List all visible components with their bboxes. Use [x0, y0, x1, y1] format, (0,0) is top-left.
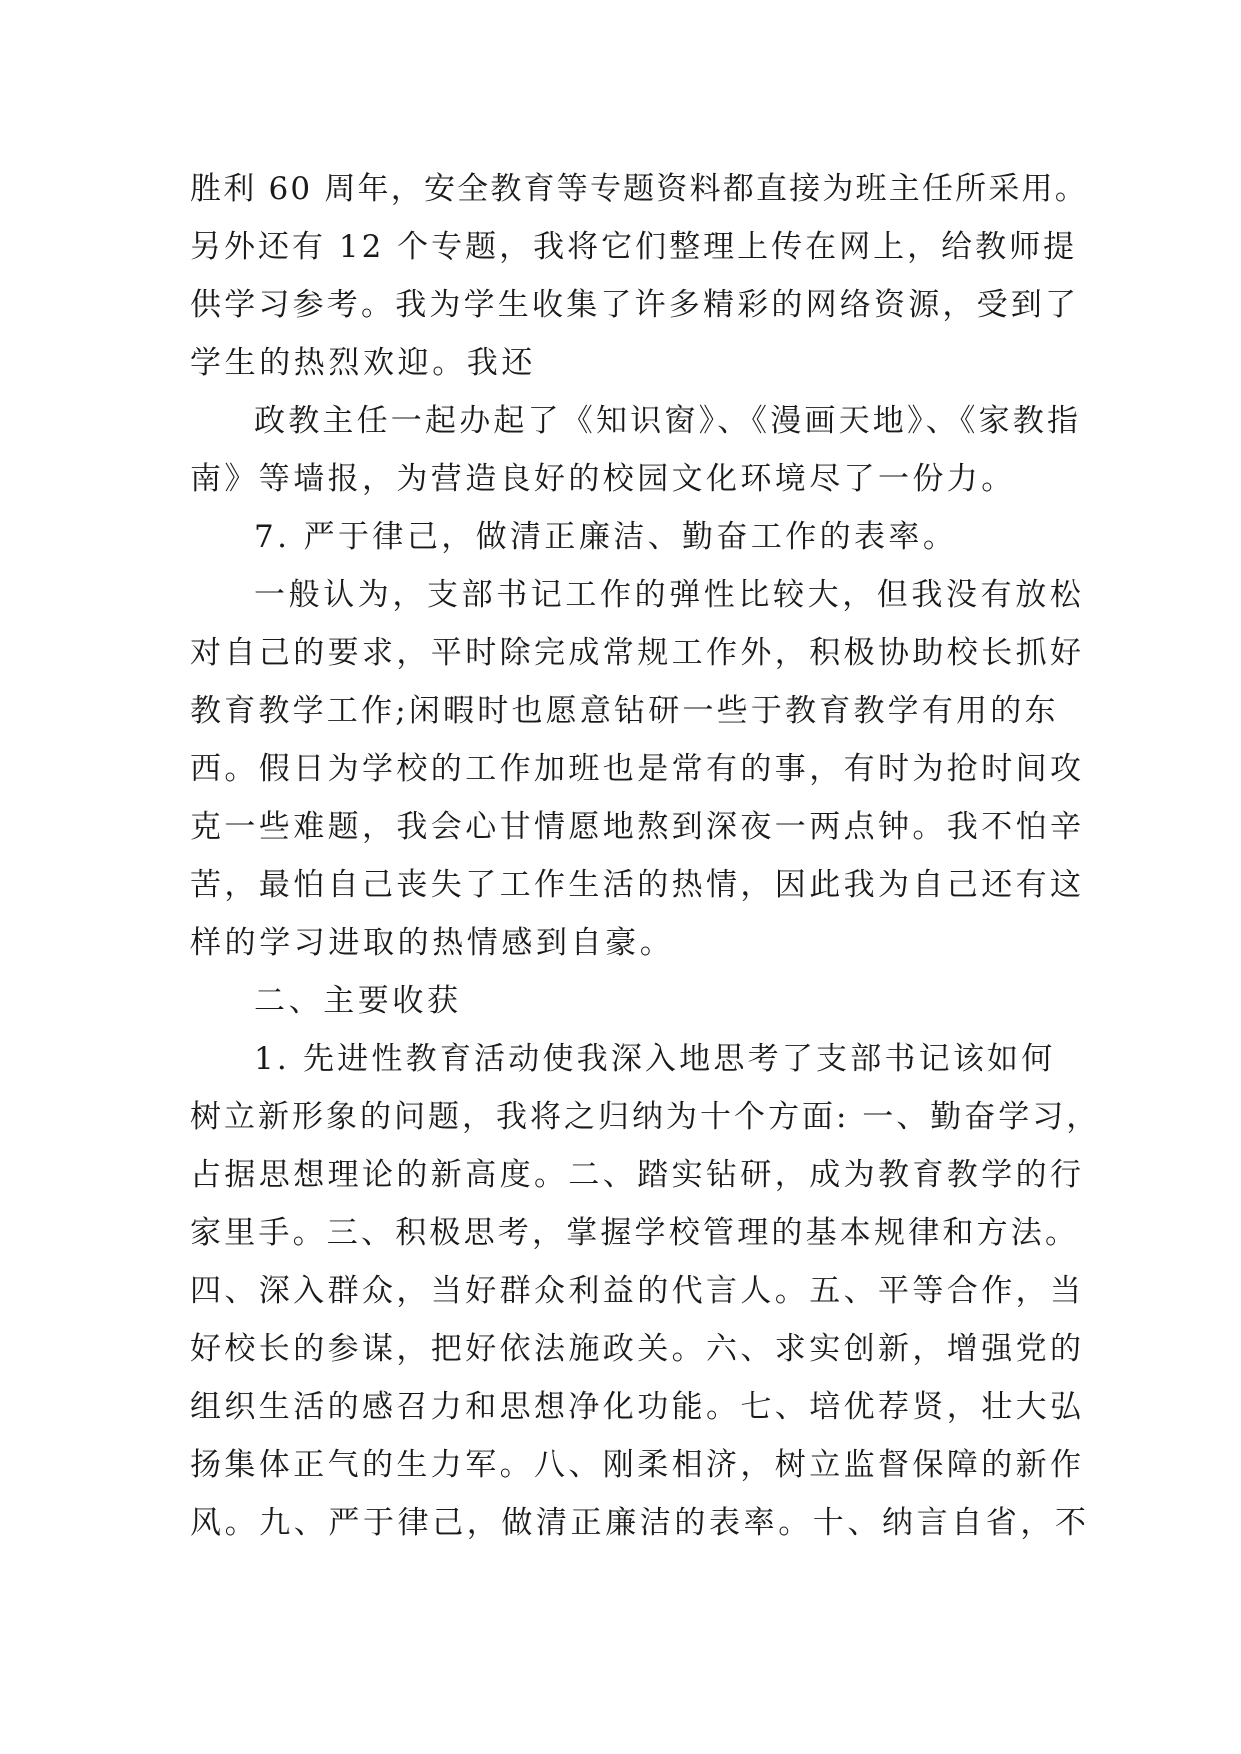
text-line: 风。九、严于律己，做清正廉洁的表率。十、纳言自省，不	[190, 1505, 1090, 1541]
text-line: 南》等墙报，为营造良好的校园文化环境尽了一份力。	[190, 461, 1016, 497]
text-line: 另外还有 12 个专题，我将它们整理上传在网上，给教师提	[190, 229, 1078, 265]
paragraph-first-line: 1. 先进性教育活动使我深入地思考了支部书记该如何	[254, 1041, 1056, 1077]
text-line: 克一些难题，我会心甘情愿地熬到深夜一两点钟。我不怕辛	[190, 809, 1085, 845]
text-line: 学生的热烈欢迎。我还	[190, 345, 536, 381]
text-line: 西。假日为学校的工作加班也是常有的事，有时为抢时间攻	[190, 751, 1085, 787]
text-line: 教育教学工作;闲暇时也愿意钻研一些于教育教学有用的东	[190, 693, 1059, 729]
text-line: 好校长的参谋，把好依法施政关。六、求实创新，增强党的	[190, 1331, 1085, 1367]
text-line: 苦，最怕自己丧失了工作生活的热情，因此我为自己还有这	[190, 867, 1085, 903]
paragraph-first-line: 一般认为，支部书记工作的弹性比较大，但我没有放松	[254, 577, 1085, 613]
text-line: 树立新形象的问题，我将之归纳为十个方面: 一、勤奋学习，	[190, 1099, 1101, 1135]
section-heading: 二、主要收获	[254, 983, 462, 1019]
text-line: 占据思想理论的新高度。二、踏实钻研，成为教育教学的行	[190, 1157, 1085, 1193]
text-line: 扬集体正气的生力军。八、刚柔相济，树立监督保障的新作	[190, 1447, 1085, 1483]
body-text	[190, 160, 1101, 1552]
text-line: 对自己的要求，平时除完成常规工作外，积极协助校长抓好	[190, 635, 1085, 671]
text-line: 组织生活的感召力和思想净化功能。七、培优荐贤，壮大弘	[190, 1389, 1085, 1425]
section-heading: 7. 严于律己，做清正廉洁、勤奋工作的表率。	[254, 519, 958, 555]
text-line: 样的学习进取的热情感到自豪。	[190, 925, 675, 961]
text-line: 胜利 60 周年，安全教育等专题资料都直接为班主任所采用。	[190, 171, 1088, 207]
text-line: 家里手。三、积极思考，掌握学校管理的基本规律和方法。	[190, 1215, 1080, 1251]
text-line: 供学习参考。我为学生收集了许多精彩的网络资源，受到了	[190, 287, 1080, 323]
text-line: 四、深入群众，当好群众利益的代言人。五、平等合作，当	[190, 1273, 1085, 1309]
paragraph-first-line: 政教主任一起办起了《知识窗》、《漫画天地》、《家教指	[254, 403, 1082, 439]
